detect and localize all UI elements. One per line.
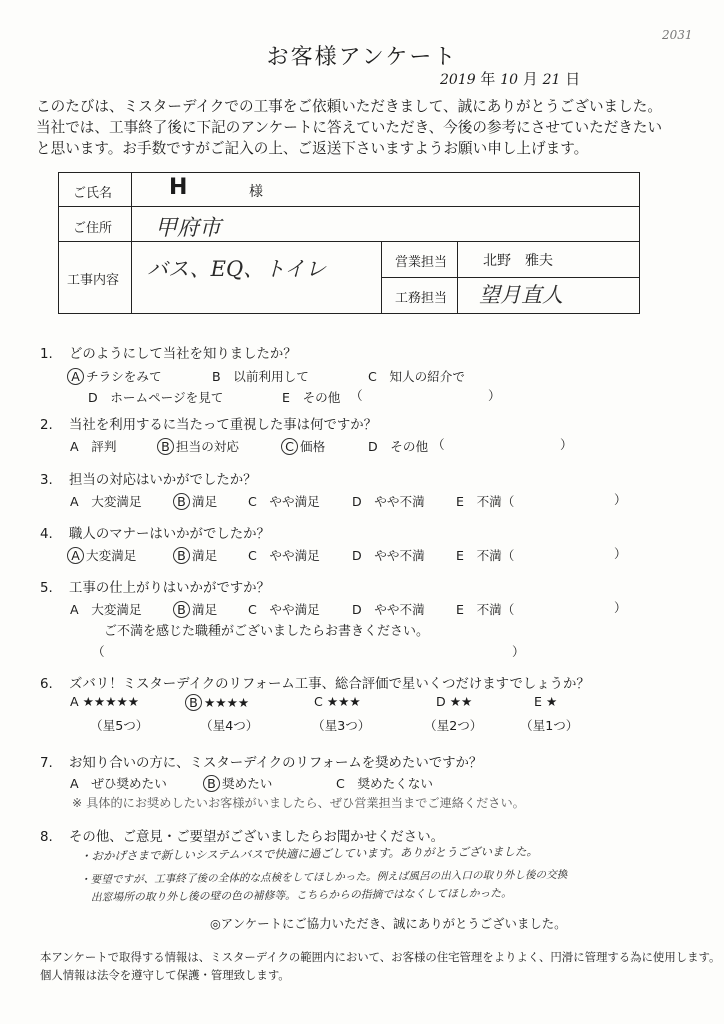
option-letter: D bbox=[436, 694, 446, 709]
paren-open: （ bbox=[501, 548, 515, 563]
q2-option-a[interactable] bbox=[70, 436, 116, 455]
date-day-unit: 日 bbox=[565, 70, 581, 88]
option-letter: E bbox=[534, 694, 542, 709]
option-label: 不満 bbox=[476, 548, 502, 563]
option-label: 満足 bbox=[192, 602, 218, 617]
sales-label: 営業担当 bbox=[395, 255, 448, 270]
q5-option-c[interactable] bbox=[248, 599, 320, 618]
name-value: H bbox=[169, 175, 188, 200]
q4-option-a[interactable] bbox=[70, 545, 136, 564]
customer-info-table bbox=[58, 172, 640, 314]
sales-value: 北野 雅夫 bbox=[483, 253, 553, 269]
date-day: 21 bbox=[542, 72, 561, 88]
option-letter: C bbox=[336, 776, 345, 791]
q1-option-e[interactable] bbox=[282, 387, 340, 406]
q6-option-b[interactable] bbox=[188, 694, 249, 711]
construction-value: 望月直人 bbox=[479, 283, 563, 307]
q6-option-c[interactable] bbox=[314, 694, 361, 709]
question-number: 6. bbox=[40, 677, 53, 692]
q2-paren-open: （ bbox=[432, 437, 445, 452]
selected-circle: B bbox=[203, 775, 220, 792]
option-letter: C bbox=[248, 548, 257, 563]
q7-option-c[interactable] bbox=[336, 773, 433, 792]
option-letter: E bbox=[282, 390, 290, 405]
q1-option-a[interactable] bbox=[70, 366, 162, 385]
option-label: 満足 bbox=[192, 494, 218, 509]
question-4 bbox=[40, 523, 270, 542]
option-label: やや満足 bbox=[269, 602, 320, 617]
question-number: 4. bbox=[40, 527, 53, 542]
question-text: 職人のマナーはいかがでしたか？ bbox=[69, 527, 270, 542]
footer-line: 個人情報は法令を遵守して保護・管理致します。 bbox=[40, 968, 290, 982]
q6-option-c-label: （星3つ） bbox=[312, 718, 371, 733]
q3-option-b[interactable] bbox=[176, 491, 217, 510]
option-label: 担当の対応 bbox=[176, 439, 239, 454]
date-month-unit: 月 bbox=[522, 70, 538, 88]
q2-option-d[interactable] bbox=[368, 436, 428, 455]
selected-circle: B bbox=[185, 694, 202, 711]
page-title: お客様アンケート bbox=[266, 45, 458, 70]
question-text: どのようにして当社を知りましたか？ bbox=[69, 347, 297, 362]
question-number: 8. bbox=[40, 830, 53, 845]
col-divider bbox=[381, 241, 382, 313]
q5-option-a[interactable] bbox=[70, 599, 142, 618]
question-text: 当社を利用するに当たって重視した事は何ですか？ bbox=[69, 418, 378, 433]
q1-paren-close: ） bbox=[488, 388, 501, 403]
q5-option-e[interactable] bbox=[456, 599, 514, 618]
name-label: ご氏名 bbox=[73, 186, 113, 201]
q6-option-e[interactable] bbox=[534, 694, 557, 709]
q2-paren-close: ） bbox=[560, 437, 573, 452]
date-year-unit: 年 bbox=[480, 70, 496, 88]
q3-option-c[interactable] bbox=[248, 491, 320, 510]
q7-option-b[interactable] bbox=[206, 773, 272, 792]
col-divider bbox=[457, 241, 458, 313]
question-text: 工事の仕上がりはいかがですか？ bbox=[69, 581, 270, 596]
option-letter: D bbox=[88, 390, 98, 405]
q6-option-b-label: （星4つ） bbox=[200, 718, 259, 733]
intro-line: このたびは、ミスターデイクでの工事をご依頼いただきまして、誠にありがとうございました。 bbox=[36, 98, 662, 115]
selected-circle: B bbox=[173, 493, 190, 510]
handwritten-comment-line: 出窓場所の取り外し後の壁の色の補修等。こちらからの指摘ではなくしてほしかった。 bbox=[79, 886, 512, 904]
star-icon: ★★ bbox=[449, 694, 473, 709]
option-label: 知人の紹介で bbox=[389, 369, 465, 384]
option-letter: E bbox=[456, 602, 464, 617]
question-8 bbox=[40, 826, 444, 845]
option-label: やや不満 bbox=[374, 548, 425, 563]
q5-paren-close: ） bbox=[614, 600, 627, 615]
option-label: 大変満足 bbox=[91, 602, 142, 617]
address-label: ご住所 bbox=[73, 221, 113, 236]
work-label: 工事内容 bbox=[67, 273, 120, 288]
option-label: 満足 bbox=[192, 548, 218, 563]
q1-option-b[interactable] bbox=[212, 366, 309, 385]
name-suffix: 様 bbox=[249, 184, 263, 200]
q4-option-b[interactable] bbox=[176, 545, 217, 564]
option-label: 大変満足 bbox=[86, 548, 137, 563]
q2-option-b[interactable] bbox=[160, 436, 239, 455]
option-letter: A bbox=[70, 776, 79, 791]
option-label: 評判 bbox=[91, 439, 117, 454]
option-letter: D bbox=[352, 548, 362, 563]
question-number: 1. bbox=[40, 347, 53, 362]
intro-text bbox=[36, 96, 696, 159]
question-number: 7. bbox=[40, 756, 53, 771]
thanks-message: ◎アンケートにご協力いただき、誠にありがとうございました。 bbox=[210, 916, 567, 931]
paren-open: （ bbox=[501, 494, 515, 509]
selected-circle: B bbox=[157, 438, 174, 455]
handwritten-comment-line: ・おかげさまで新しいシステムバスで快適に過ごしています。ありがとうございました。 bbox=[79, 844, 538, 863]
q6-option-d-label: （星2つ） bbox=[424, 718, 483, 733]
option-label: やや満足 bbox=[269, 494, 320, 509]
paren-open: （ bbox=[501, 602, 515, 617]
option-letter: E bbox=[456, 548, 464, 563]
q5-option-b[interactable] bbox=[176, 599, 217, 618]
question-2 bbox=[40, 414, 377, 433]
option-label: やや不満 bbox=[374, 494, 425, 509]
option-label: 価格 bbox=[300, 439, 326, 454]
star-icon: ★★★★★ bbox=[82, 694, 140, 709]
q2-option-c[interactable] bbox=[284, 436, 325, 455]
selected-circle: A bbox=[67, 368, 84, 385]
intro-line: 当社では、工事終了後に下記のアンケートに答えていただき、今後の参考にさせていただきたい bbox=[36, 119, 663, 136]
date-month: 10 bbox=[500, 72, 519, 88]
option-label: 不満 bbox=[476, 494, 502, 509]
option-letter: C bbox=[248, 602, 257, 617]
option-letter: C bbox=[314, 694, 323, 709]
option-label: 大変満足 bbox=[91, 494, 142, 509]
q6-option-e-label: （星1つ） bbox=[520, 718, 579, 733]
q6-option-a-label: （星5つ） bbox=[90, 718, 149, 733]
star-icon: ★★★ bbox=[326, 694, 361, 709]
date-year: 2019 bbox=[440, 72, 476, 88]
option-letter: D bbox=[352, 602, 362, 617]
q5-sub-prompt: ご不満を感じた職種がございましたらお書きください。 bbox=[104, 624, 430, 639]
selected-circle: C bbox=[281, 438, 298, 455]
construction-label: 工務担当 bbox=[395, 291, 448, 306]
survey-date bbox=[440, 68, 580, 89]
question-1 bbox=[40, 343, 297, 362]
option-letter: C bbox=[248, 494, 257, 509]
option-label: 奨めたくない bbox=[357, 776, 433, 791]
option-label: 不満 bbox=[476, 602, 502, 617]
q3-paren-close: ） bbox=[614, 492, 627, 507]
q5-option-d[interactable] bbox=[352, 599, 425, 618]
q4-option-e[interactable] bbox=[456, 545, 514, 564]
question-number: 5. bbox=[40, 581, 53, 596]
option-letter: A bbox=[70, 494, 79, 509]
question-text: お知り合いの方に、ミスターデイクのリフォームを奨めたいですか？ bbox=[69, 756, 483, 771]
option-letter: A bbox=[70, 602, 79, 617]
option-label: やや満足 bbox=[269, 548, 320, 563]
q1-option-c[interactable] bbox=[368, 366, 465, 385]
q6-option-a[interactable] bbox=[70, 694, 139, 709]
q7-option-a[interactable] bbox=[70, 773, 167, 792]
document-number: 2031 bbox=[662, 28, 693, 42]
question-6 bbox=[40, 673, 590, 692]
row-divider bbox=[59, 206, 639, 207]
option-letter: D bbox=[352, 494, 362, 509]
option-label: 以前利用して bbox=[233, 369, 309, 384]
handwritten-comment-line: ・要望ですが、工事終了後の全体的な点検をしてほしかった。例えば風呂の出入口の取り外し後の交換 bbox=[79, 868, 568, 886]
selected-circle: A bbox=[67, 547, 84, 564]
q3-option-e[interactable] bbox=[456, 491, 514, 510]
q5-sub-paren-open: （ bbox=[92, 644, 105, 659]
option-label: ホームページを見て bbox=[110, 390, 224, 405]
question-5 bbox=[40, 577, 270, 596]
question-number: 3. bbox=[40, 473, 53, 488]
footer-line: 本アンケートで取得する情報は、ミスターデイクの範囲内において、お客様の住宅管理をよりよく、円滑に管理する為に使用します。 bbox=[40, 950, 721, 964]
selected-circle: B bbox=[173, 601, 190, 618]
option-letter: D bbox=[368, 439, 378, 454]
q4-option-c[interactable] bbox=[248, 545, 320, 564]
star-icon: ★ bbox=[545, 694, 558, 709]
option-label: チラシをみて bbox=[86, 369, 162, 384]
option-letter: C bbox=[368, 369, 377, 384]
option-label: その他 bbox=[302, 390, 341, 405]
q4-option-d[interactable] bbox=[352, 545, 425, 564]
q5-sub-paren-close: ） bbox=[512, 644, 525, 659]
col-divider bbox=[131, 173, 132, 313]
row-divider bbox=[59, 241, 639, 242]
address-value: 甲府市 bbox=[155, 216, 222, 241]
q3-option-d[interactable] bbox=[352, 491, 425, 510]
question-number: 2. bbox=[40, 418, 53, 433]
q4-paren-close: ） bbox=[614, 546, 627, 561]
star-icon: ★★★★ bbox=[204, 695, 250, 710]
question-3 bbox=[40, 469, 257, 488]
option-label: やや不満 bbox=[374, 602, 425, 617]
q3-option-a[interactable] bbox=[70, 491, 142, 510]
question-text: 担当の対応はいかがでしたか？ bbox=[69, 473, 257, 488]
q7-note: ※ 具体的にお奨めしたいお客様がいましたら、ぜひ営業担当までご連絡ください。 bbox=[72, 796, 525, 810]
row-divider bbox=[381, 277, 639, 278]
intro-line: と思います。お手数ですがご記入の上、ご返送下さいますようお願い申し上げます。 bbox=[36, 140, 589, 157]
work-value: バス、EQ、トイレ bbox=[147, 257, 327, 281]
q6-option-d[interactable] bbox=[436, 694, 472, 709]
question-text: その他、ご意見・ご要望がございましたらお聞かせください。 bbox=[69, 830, 444, 845]
question-7 bbox=[40, 752, 482, 771]
selected-circle: B bbox=[173, 547, 190, 564]
option-letter: E bbox=[456, 494, 464, 509]
option-letter: A bbox=[70, 439, 79, 454]
option-letter: B bbox=[212, 369, 221, 384]
option-label: その他 bbox=[390, 439, 429, 454]
option-label: 奨めたい bbox=[222, 776, 273, 791]
option-letter: A bbox=[70, 694, 79, 709]
q1-paren-open: （ bbox=[350, 388, 363, 403]
q1-option-d[interactable] bbox=[88, 387, 223, 406]
option-label: ぜひ奨めたい bbox=[91, 776, 167, 791]
question-text: ズバリ！ミスターデイクのリフォーム工事、総合評価で星いくつだけますでしょうか？ bbox=[69, 677, 590, 692]
